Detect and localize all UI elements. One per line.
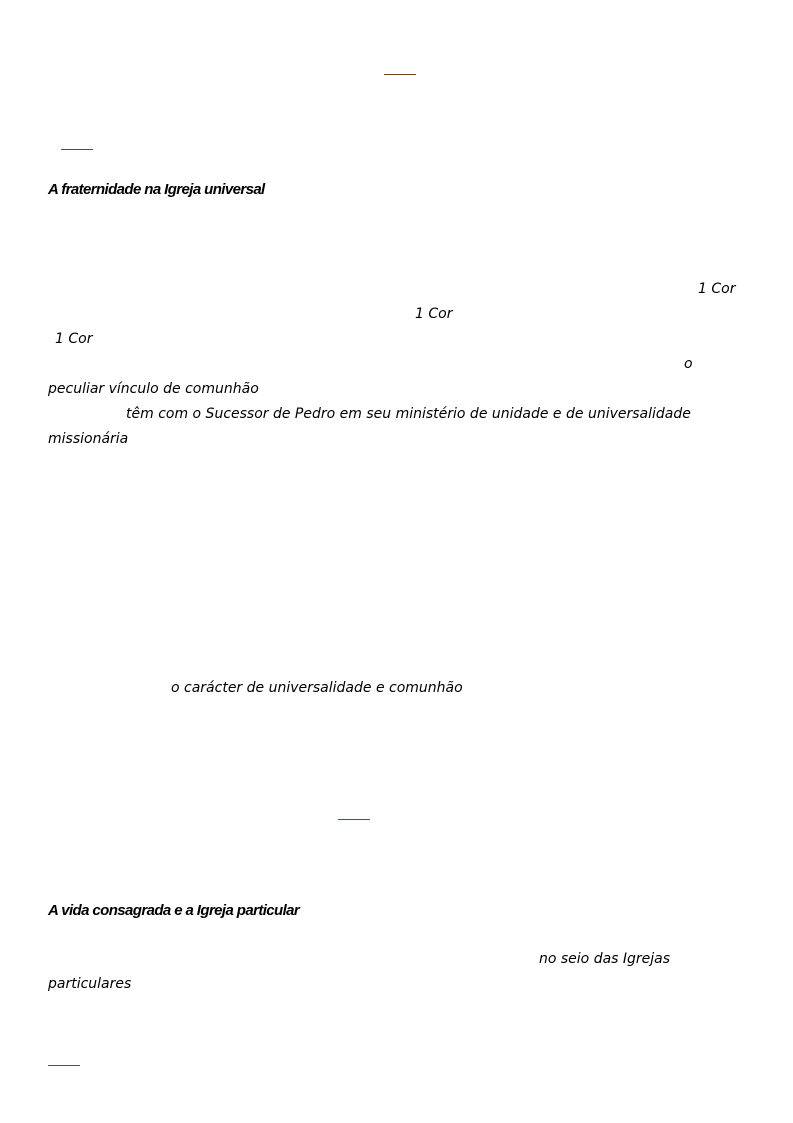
footnote-rule bbox=[384, 74, 416, 75]
section-heading-fraternidade: A fraternidade na Igreja universal bbox=[48, 181, 265, 198]
section-heading-igreja-particular: A vida consagrada e a Igreja particular bbox=[48, 902, 300, 919]
footnote-rule bbox=[338, 819, 370, 820]
italic-fragment-caracter: o carácter de universalidade e comunhão bbox=[171, 680, 463, 696]
reference-1cor: 1 Cor bbox=[698, 281, 736, 297]
reference-1cor: 1 Cor bbox=[415, 306, 453, 322]
reference-1cor: 1 Cor bbox=[55, 331, 93, 347]
italic-fragment-o: o bbox=[684, 356, 693, 372]
footnote-rule bbox=[48, 1065, 80, 1066]
italic-fragment-particulares: particulares bbox=[48, 976, 132, 992]
italic-fragment-sucessor: têm com o Sucessor de Pedro em seu ministério de unidade e de universalidade bbox=[126, 406, 691, 422]
italic-fragment-vinculo: peculiar vínculo de comunhão bbox=[48, 381, 259, 397]
italic-fragment-missionaria: missionária bbox=[48, 431, 129, 447]
italic-fragment-seio: no seio das Igrejas bbox=[539, 951, 671, 967]
footnote-rule bbox=[61, 149, 93, 150]
